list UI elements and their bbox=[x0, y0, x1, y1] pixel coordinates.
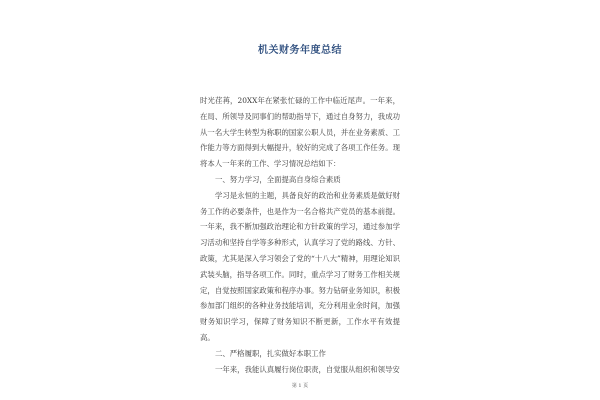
paragraph-intro: 时光荏苒，20XX年在紧张忙碌的工作中临近尾声。一年来，在局、所领导及同事们的帮助指导下，通过自身努力，我成功从一名大学生转型为称职的国家公职人员，并在业务素质、工作能力等方面得到大幅提升，较好的完成了各项工作任务。现将本人一年来的工作、学习情况总结如下： bbox=[200, 96, 400, 169]
paragraph-duties: 一年来，我能认真履行岗位职责，自觉服从组织和领导安 bbox=[215, 364, 400, 374]
document-title: 机关财务年度总结 bbox=[258, 45, 342, 56]
document-body bbox=[200, 93, 400, 377]
section-heading-2: 二、严格履职，扎实做好本职工作 bbox=[215, 348, 326, 358]
section-heading-1: 一、努力学习，全面提高自身综合素质 bbox=[215, 174, 341, 184]
paragraph-study: 学习是永恒的主题，具备良好的政治和业务素质是做好财务工作的必要条件，也是作为一名合格共产党员的基本前提。一年来，我不断加强政治理论和方针政策的学习，通过参加学习活动和坚持自学等多种形式，认真学习了党的路线、方针、政策，尤其是深入学习领会了党的“十八大”精神，用理论知识武装头脑，指导各项工作。同时，重点学习了财务工作相关规定，自觉按照国家政策和程序办事。努力钻研业务知识，积极参加部门组织的各种业务技能培训，充分利用业余时间，加强财务知识学习，保障了财务知识不断更新，工作水平有效提高。 bbox=[200, 190, 400, 342]
page-number: 第 1 页 bbox=[291, 383, 309, 389]
